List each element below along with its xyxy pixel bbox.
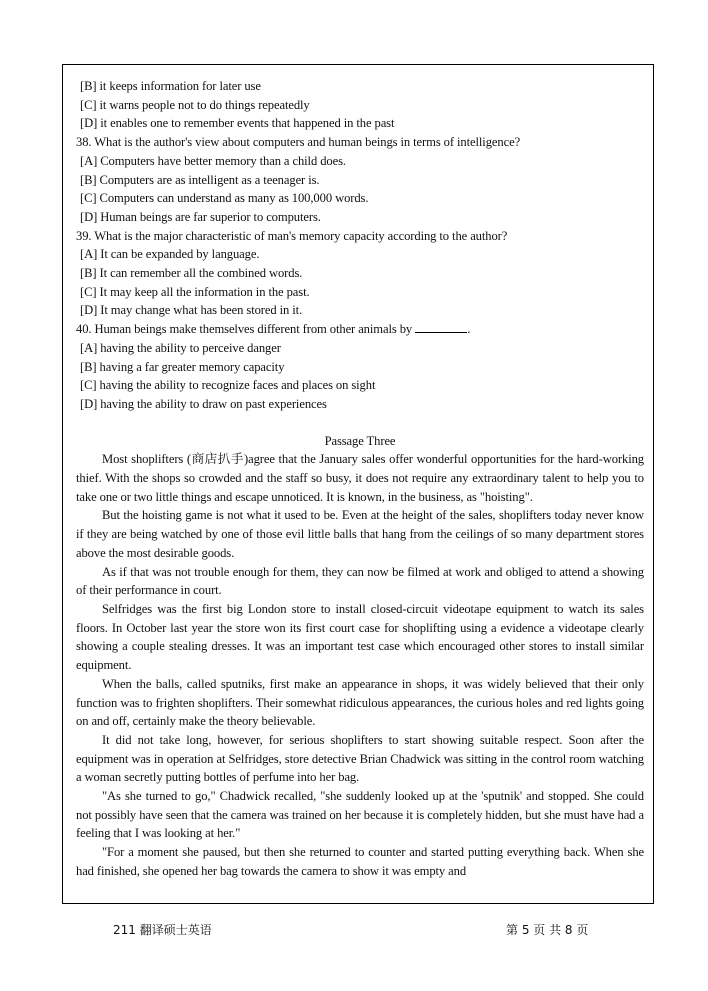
option: [B] Computers are as intelligent as a teenager is. bbox=[80, 172, 320, 187]
exam-content bbox=[76, 77, 644, 881]
paragraph: As if that was not trouble enough for them, they can now be filmed at work and obliged to attend a showing of their performance in court. bbox=[76, 564, 644, 598]
question-stem: 40. Human beings make themselves different from other animals by . bbox=[76, 322, 471, 337]
footer-page-number: 第 5 页 共 8 页 bbox=[506, 923, 589, 937]
option: [C] it warns people not to do things repeatedly bbox=[80, 97, 310, 112]
paragraph: It did not take long, however, for serious shoplifters to start showing suitable respect. Soon after the equipment was in operation at Selfridges, store detective Brian Chadwick was sitting in the control room watching a woman secretly putting bottles of perfume into her bag. bbox=[76, 732, 644, 785]
question-39 bbox=[76, 227, 644, 321]
option: [B] it keeps information for later use bbox=[80, 79, 261, 93]
answer-blank bbox=[415, 321, 467, 333]
option: [D] Human beings are far superior to computers. bbox=[80, 209, 321, 224]
paragraph: "As she turned to go," Chadwick recalled, "she suddenly looked up at the 'sputnik' and stopped. She could not possibly have seen that the camera was trained on her because it is completely hidden, but she must have had a feeling that I was looking at her." bbox=[76, 789, 644, 841]
passage-body bbox=[76, 450, 644, 880]
option: [C] having the ability to recognize faces and places on sight bbox=[80, 378, 376, 393]
question-38 bbox=[76, 133, 644, 227]
question-37-options bbox=[76, 77, 644, 133]
option: [B] It can remember all the combined words. bbox=[80, 266, 303, 281]
passage-title: Passage Three bbox=[324, 433, 396, 448]
option: [D] having the ability to draw on past experiences bbox=[80, 396, 327, 411]
paragraph: When the balls, called sputniks, first make an appearance in shops, it was widely believed that their only function was to frighten shoplifters. Their somewhat ridiculous appearances, the curious holes and red lights going on and off, certainly make the theory believable. bbox=[76, 676, 644, 729]
question-stem: 38. What is the author's view about computers and human beings in terms of intelligence? bbox=[76, 135, 521, 150]
question-40 bbox=[76, 320, 644, 414]
paragraph: Most shoplifters (商店扒手)agree that the January sales offer wonderful opportunities for the hard-working thief. With the shops so crowded and the staff so busy, it does not require any extraordinary talent to help you to take one or two little things and escape unnoticed. It is known, in the business, as "hoisting". bbox=[76, 452, 644, 504]
option: [A] Computers have better memory than a child does. bbox=[80, 153, 346, 168]
option: [A] It can be expanded by language. bbox=[80, 247, 260, 262]
option: [D] it enables one to remember events that happened in the past bbox=[80, 116, 395, 131]
option: [D] It may change what has been stored in it. bbox=[80, 303, 303, 318]
footer-exam-code: 211 翻译硕士英语 bbox=[113, 923, 212, 937]
option: [B] having a far greater memory capacity bbox=[80, 359, 285, 374]
paragraph: "For a moment she paused, but then she returned to counter and started putting everything back. When she had finished, she opened her bag towards the camera to show it was empty and bbox=[76, 845, 644, 878]
option: [C] Computers can understand as many as 100,000 words. bbox=[80, 191, 369, 206]
option: [A] having the ability to perceive danger bbox=[80, 340, 281, 355]
option: [C] It may keep all the information in the past. bbox=[80, 284, 310, 299]
paragraph: But the hoisting game is not what it used to be. Even at the height of the sales, shoplifters today never know if they are being watched by one of those evil little balls that hang from the ceilings of so many department stores above the most desirable goods. bbox=[76, 508, 644, 560]
question-stem: 39. What is the major characteristic of man's memory capacity according to the author? bbox=[76, 228, 508, 243]
paragraph: Selfridges was the first big London store to install closed-circuit videotape equipment to watch its sales floors. In October last year the store won its first court case for shoplifting using a evidence a videotape clearly showing a couple stealing dresses. It was an important test case which encouraged other stores to install similar equipment. bbox=[76, 601, 644, 673]
